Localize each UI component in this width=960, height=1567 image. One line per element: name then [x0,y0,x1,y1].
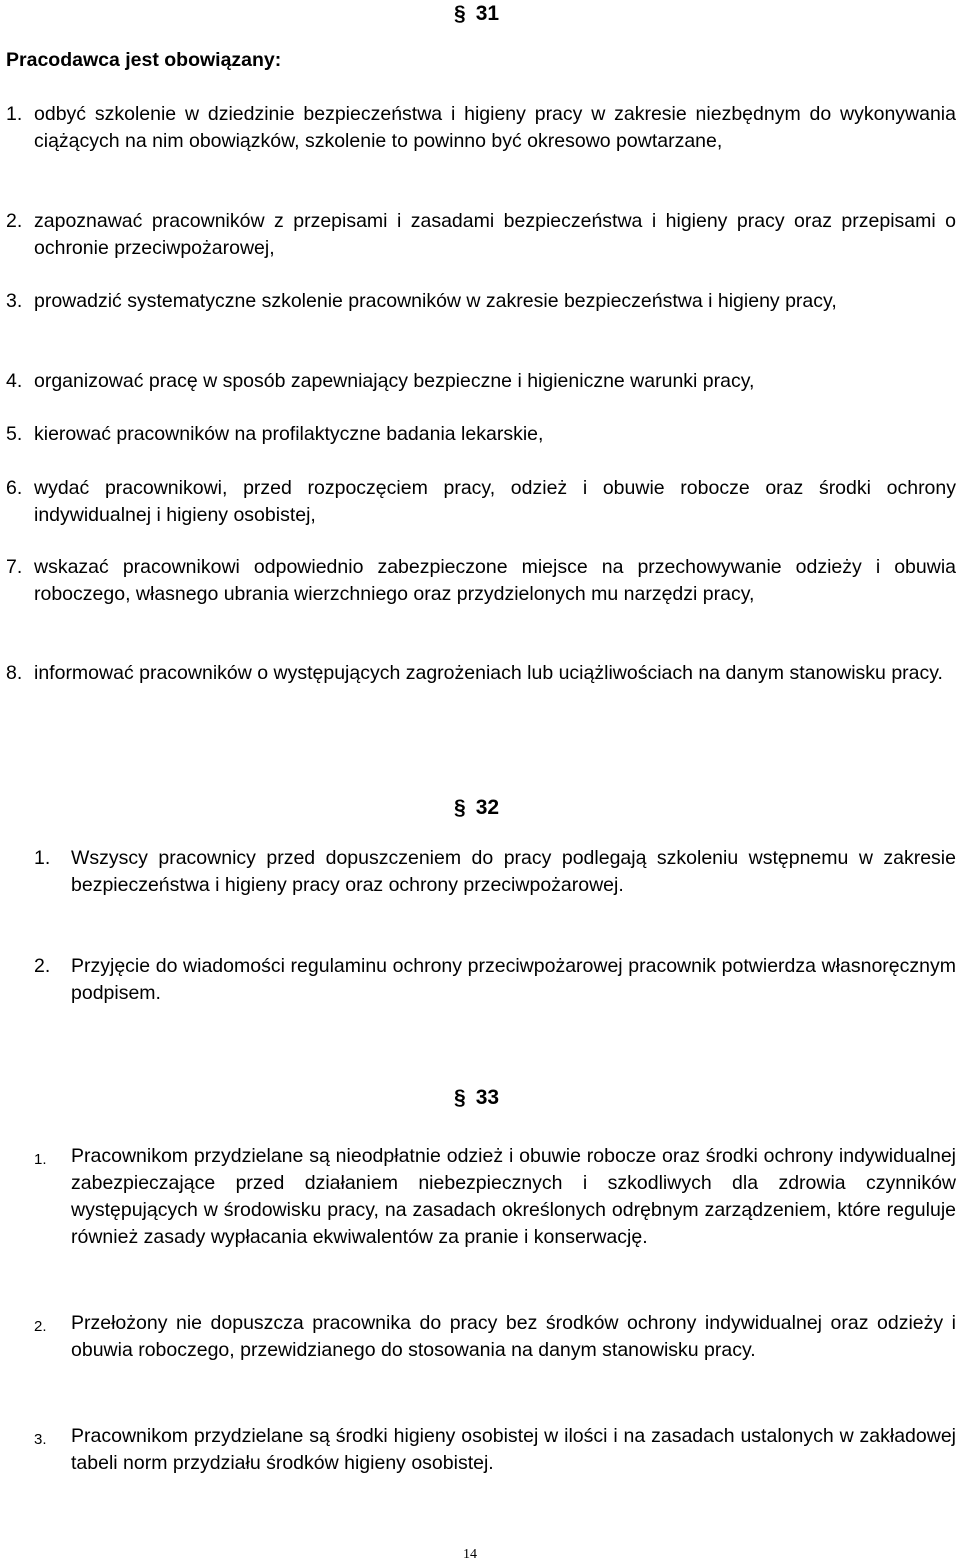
list-item [6,288,956,315]
item-text: Wszyscy pracownicy przed dopuszczeniem do pracy podlegają szkoleniu wstępnemu w zakresie bezpieczeństwa i higieny pracy oraz ochrony przeciwpożarowej. [71,847,956,896]
list-item [6,475,956,529]
item-text: Pracownikom przydzielane są nieodpłatnie odzież i obuwie robocze oraz środki ochrony indywidualnej zabezpieczające przed działaniem niebezpiecznych i szkodliwych dla zdrowia czynników występujących w środowisku pracy, na zasadach określonych odrębnym zarządzeniem, które reguluje również zasady wypłacania ekwiwalentów za pranie i konserwację. [71,1145,956,1248]
item-text: wskazać pracownikowi odpowiednio zabezpieczone miejsce na przechowywanie odzieży i obuwia roboczego, własnego ubrania wierzchniego oraz przydzielonych mu narzędzi pracy, [34,556,956,605]
list-item [6,368,956,395]
list-item [34,1423,956,1477]
item-number: 1. [34,847,51,869]
list-item [34,953,956,1007]
section-intro: Pracodawca jest obowiązany: [6,49,282,71]
section-number: 31 [475,2,500,25]
section-number: 33 [475,1086,500,1109]
item-number: 6. [6,477,23,499]
item-text: informować pracowników o występujących zagrożeniach lub uciążliwościach na danym stanowisku pracy. [34,662,943,684]
item-number: 2. [6,210,23,232]
item-number: 8. [6,662,23,684]
list-item [34,1310,956,1364]
list-item [6,660,956,687]
item-text: organizować pracę w sposób zapewniający bezpieczne i higieniczne warunki pracy, [34,370,755,392]
list-item [34,845,956,899]
item-number: 1. [6,103,23,125]
item-number: 3. [6,290,23,312]
list-item [6,421,956,448]
list-item [6,554,956,608]
item-text: Przyjęcie do wiadomości regulaminu ochrony przeciwpożarowej pracownik potwierdza własnoręcznym podpisem. [71,955,956,1004]
item-text: odbyć szkolenie w dziedzinie bezpieczeństwa i higieny pracy w zakresie niezbędnym do wykonywania ciążących na nim obowiązków, szkolenie to powinno być okresowo powtarzane, [34,103,956,152]
section-symbol: § [454,796,466,819]
item-text: wydać pracownikowi, przed rozpoczęciem pracy, odzież i obuwie robocze oraz środki ochrony indywidualnej i higieny osobistej, [34,477,956,526]
item-number: 4. [6,370,23,392]
item-number: 2. [34,955,51,977]
section-heading-31 [454,0,499,27]
section-symbol: § [454,2,466,25]
item-text: kierować pracowników na profilaktyczne badania lekarskie, [34,423,544,445]
item-number: 3. [34,1431,47,1448]
item-number: 1. [34,1151,47,1168]
item-number: 5. [6,423,23,445]
section-heading-32 [454,794,499,821]
list-item [6,208,956,262]
list-item [34,1143,956,1251]
item-text: zapoznawać pracowników z przepisami i zasadami bezpieczeństwa i higieny pracy oraz przepisami o ochronie przeciwpożarowej, [34,210,956,259]
section-heading-33 [454,1084,499,1111]
page-number: 14 [463,1547,477,1562]
item-text: prowadzić systematyczne szkolenie pracowników w zakresie bezpieczeństwa i higieny pracy, [34,290,837,312]
item-text: Przełożony nie dopuszcza pracownika do pracy bez środków ochrony indywidualnej oraz odzieży i obuwia roboczego, przewidzianego do stosowania na danym stanowisku pracy. [71,1312,956,1361]
item-text: Pracownikom przydzielane są środki higieny osobistej w ilości i na zasadach ustalonych w zakładowej tabeli norm przydziału środków higieny osobistej. [71,1425,956,1474]
section-symbol: § [454,1086,466,1109]
item-number: 2. [34,1318,47,1335]
list-item [6,101,956,155]
section-number: 32 [475,796,500,819]
item-number: 7. [6,556,23,578]
